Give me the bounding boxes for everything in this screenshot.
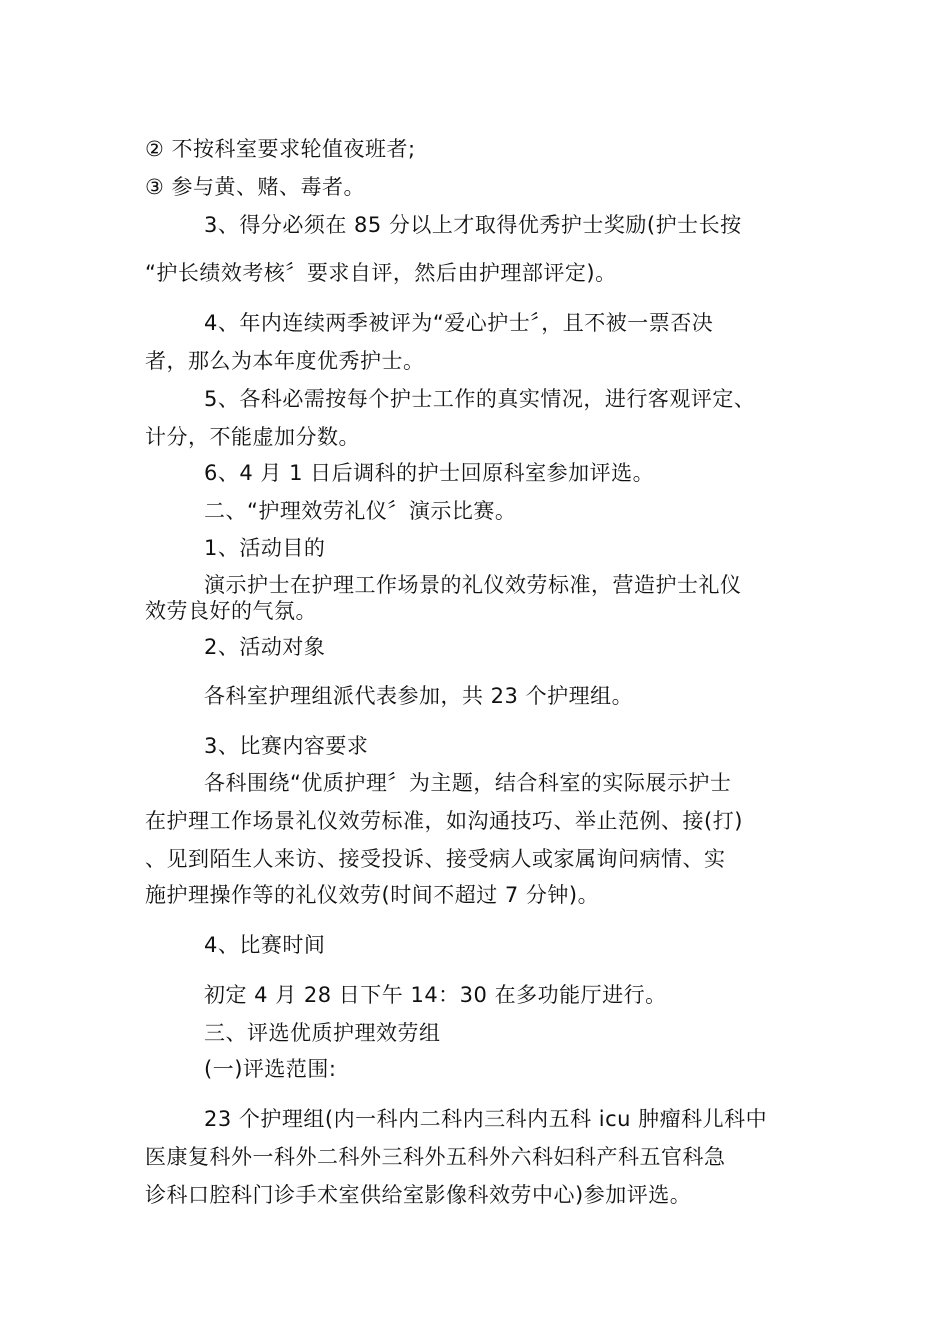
text-line: ③ 参与黄、赌、毒者。 [145, 175, 366, 199]
text-line: ② 不按科室要求轮值夜班者; [145, 137, 416, 161]
subsection-heading: 2、活动对象 [204, 635, 326, 659]
text-line: 计分，不能虚加分数。 [145, 425, 360, 449]
text-line: 效劳良好的气氛。 [145, 599, 317, 623]
subsection-heading: (一)评选范围: [204, 1057, 337, 1081]
text-line: 4、年内连续两季被评为“爱心护士〞，且不被一票否决 [204, 311, 714, 335]
subsection-heading: 3、比赛内容要求 [204, 734, 369, 758]
text-line: 者，那么为本年度优秀护士。 [145, 349, 425, 373]
text-line: “护长绩效考核〞要求自评，然后由护理部评定)。 [145, 261, 617, 285]
text-line: 各科围绕“优质护理〞为主题，结合科室的实际展示护士 [204, 771, 732, 795]
text-line: 演示护士在护理工作场景的礼仪效劳标准，营造护士礼仪 [204, 573, 742, 597]
text-line: 初定 4 月 28 日下午 14：30 在多功能厅进行。 [204, 983, 667, 1007]
text-line: 5、各科必需按每个护士工作的真实情况，进行客观评定、 [204, 387, 756, 411]
text-line: 在护理工作场景礼仪效劳标准，如沟通技巧、举止范例、接(打) [145, 809, 743, 833]
text-line: 23 个护理组(内一科内二科内三科内五科 icu 肿瘤科儿科中 [204, 1107, 768, 1131]
subsection-heading: 4、比赛时间 [204, 933, 326, 957]
text-line: 、见到陌生人来访、接受投诉、接受病人或家属询问病情、实 [145, 847, 726, 871]
text-line: 施护理操作等的礼仪效劳(时间不超过 7 分钟)。 [145, 883, 600, 907]
section-heading: 三、评选优质护理效劳组 [204, 1021, 441, 1045]
text-line: 医康复科外一科外二科外三科外五科外六科妇科产科五官科急 [145, 1145, 726, 1169]
subsection-heading: 1、活动目的 [204, 536, 326, 560]
text-line: 6、4 月 1 日后调科的护士回原科室参加评选。 [204, 461, 655, 485]
text-line: 诊科口腔科门诊手术室供给室影像科效劳中心)参加评选。 [145, 1183, 692, 1207]
text-line: 各科室护理组派代表参加，共 23 个护理组。 [204, 684, 634, 708]
section-heading: 二、“护理效劳礼仪〞演示比赛。 [204, 499, 517, 523]
text-line: 3、得分必须在 85 分以上才取得优秀护士奖励(护士长按 [204, 213, 742, 237]
